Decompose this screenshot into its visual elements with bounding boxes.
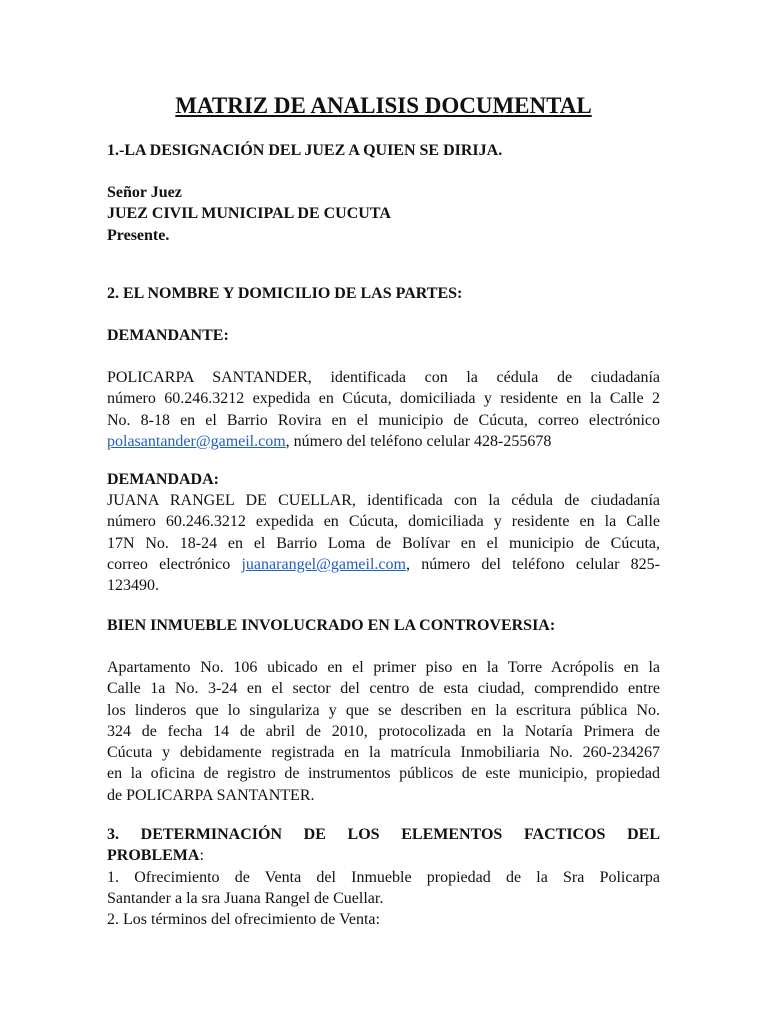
section-3-heading-colon: :	[199, 847, 204, 865]
fact-1-line-1: 1. Ofrecimiento de Venta del Inmueble propiedad de la Sra Policarpa	[107, 868, 660, 886]
addressee-block	[107, 182, 660, 246]
bien-line-6: en la oficina de registro de instrumentos públicos de este municipio, propiedad	[107, 765, 660, 783]
demandada-label: DEMANDADA:	[107, 471, 219, 488]
section-3-heading-line-2	[107, 845, 660, 866]
bien-line-7: de POLICARPA SANTANTER.	[107, 786, 315, 804]
section-3-block	[107, 824, 660, 930]
section-1-heading: 1.-LA DESIGNACIÓN DEL JUEZ A QUIEN SE DIRIJA.	[107, 142, 503, 159]
bien-line-1: Apartamento No. 106 ubicado en el primer piso en la Torre Acrópolis en la	[107, 659, 660, 676]
demandante-line-3: No. 8-18 en el Barrio Rovira en el municipio de Cúcuta, correo electrónico	[107, 411, 660, 429]
bien-line-4: 324 de fecha 14 de abril de 2010, protocolizada en la Notaría Primera de	[107, 722, 660, 740]
bien-inmueble-heading: BIEN INMUEBLE INVOLUCRADO EN LA CONTROVERSIA:	[107, 617, 556, 634]
bien-inmueble-paragraph	[107, 657, 660, 806]
fact-2-line: 2. Los términos del ofrecimiento de Venta:	[107, 911, 380, 929]
demandada-line-3: 17N No. 18-24 en el Barrio Loma de Bolívar en el municipio de Cúcuta,	[107, 534, 660, 552]
demandante-phone-text: , número del teléfono celular 428-255678	[285, 432, 552, 450]
demandante-line-4	[107, 431, 660, 452]
addressee-line-1: Señor Juez	[107, 184, 182, 201]
demandada-line-5: 123490.	[107, 577, 159, 595]
addressee-line-3: Presente.	[107, 226, 170, 244]
fact-1-line-2: Santander a la sra Juana Rangel de Cuellar.	[107, 889, 384, 907]
demandante-label: DEMANDANTE:	[107, 327, 229, 344]
demandada-paragraph	[107, 490, 660, 596]
demandada-line-1: JUANA RANGEL DE CUELLAR, identificada con la cédula de ciudadanía	[107, 492, 660, 509]
demandante-line-2: número 60.246.3212 expedida en Cúcuta, domiciliada y residente en la Calle 2	[107, 390, 660, 408]
bien-line-3: los linderos que lo singulariza y que se describen en la escritura pública No.	[107, 701, 660, 719]
demandada-email-prefix: correo electrónico	[107, 555, 242, 573]
addressee-line-2: JUEZ CIVIL MUNICIPAL DE CUCUTA	[107, 205, 391, 223]
demandada-line-2: número 60.246.3212 expedida en Cúcuta, domiciliada y residente en la Calle	[107, 513, 660, 531]
document-title: MATRIZ DE ANALISIS DOCUMENTAL	[175, 93, 592, 118]
demandante-line-1: POLICARPA SANTANDER, identificada con la cédula de ciudadanía	[107, 369, 660, 386]
demandante-paragraph	[107, 367, 660, 452]
demandante-email-link[interactable]: polasantander@gameil.com	[107, 432, 286, 450]
section-3-heading-line-1: 3. DETERMINACIÓN DE LOS ELEMENTOS FACTICOS DEL	[107, 826, 660, 843]
demandada-phone-text: , número del teléfono celular 825-	[405, 555, 660, 573]
bien-line-2: Calle 1a No. 3-24 en el sector del centro de esta ciudad, comprendido entre	[107, 680, 660, 698]
section-3-heading-problema: PROBLEMA	[107, 847, 200, 865]
section-2-heading: 2. EL NOMBRE Y DOMICILIO DE LAS PARTES:	[107, 285, 463, 302]
bien-line-5: Cúcuta y debidamente registrada en la matrícula Inmobiliaria No. 260-234267	[107, 744, 660, 762]
demandada-line-4	[107, 554, 660, 575]
demandada-email-link[interactable]: juanarangel@gameil.com	[241, 555, 406, 573]
